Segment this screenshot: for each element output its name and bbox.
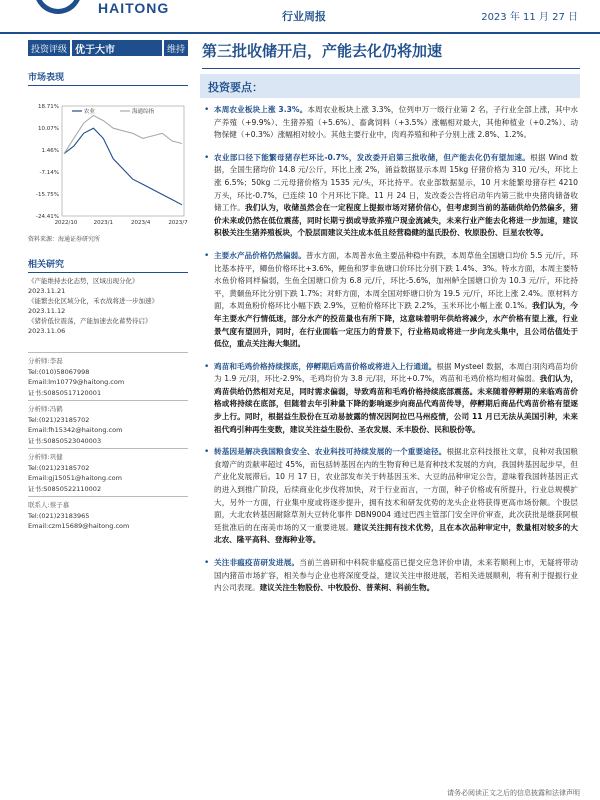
report-date: 2023 年 11 月 27 日 bbox=[481, 12, 578, 23]
haitong-logo-icon bbox=[34, 0, 82, 14]
x-tick-label: 2022/10 bbox=[54, 220, 78, 226]
analyst-block: 分析师:巩健 Tel:(021)23185702 Email:gj15051@haitong.com 证书:S0850522110002 bbox=[28, 452, 188, 494]
sidebar bbox=[28, 40, 188, 532]
chart-source: 资料来源：海通证券研究所 bbox=[28, 236, 101, 243]
rating-label: 投资评级 bbox=[28, 40, 70, 56]
legend-label-index: 海通综指 bbox=[132, 109, 155, 115]
analyst-block: 联系人:蔡子慕 Tel:(021)23183965 Email:czm15689@haitong.com bbox=[28, 500, 188, 532]
market-chart-svg bbox=[28, 92, 188, 232]
market-heading: 市场表现 bbox=[28, 73, 65, 83]
analyst-block: 分析师:李磊 Tel:(010)58067998 Email:lm10779@haitong.com 证书:S0850517120001 bbox=[28, 356, 188, 398]
chart-frame bbox=[62, 106, 184, 216]
key-point: • 关注非瘟疫苗研发进展。当前兰兽研和中科院非瘟疫苗已提交应急评价申请，未来若顺利上市，无疑将带动国内猪苗市场扩容，相关参与企业也将深度受益，建议关注申报进展，若相关进展顺利，将有利于提振行业内公司表现。建议关注生物股份、中牧股份、普莱柯、科前生物。 bbox=[204, 557, 578, 595]
report-title: 第三批收储开启，产能去化仍将加速 bbox=[202, 42, 443, 60]
report-type: 行业周报 bbox=[282, 10, 326, 23]
market-chart bbox=[28, 92, 188, 232]
y-tick-label: -24.41% bbox=[36, 214, 59, 220]
y-tick-label: 10.07% bbox=[38, 126, 59, 132]
series-line-1 bbox=[64, 116, 182, 154]
y-tick-label: 1.46% bbox=[41, 148, 59, 154]
page-header bbox=[0, 0, 600, 34]
related-list bbox=[28, 276, 188, 336]
series-line-0 bbox=[64, 128, 182, 205]
x-tick-label: 2023/4 bbox=[130, 220, 151, 226]
x-tick-label: 2023/1 bbox=[93, 220, 114, 226]
key-point: • 鸡苗和毛鸡价格持续探底，停孵期后鸡苗价格或将进入上行通道。根据 Mysteel 数据，本周白羽肉鸡苗均价为 1.9 元/羽，环比-2.9%，毛鸡均价为 3.8 元/羽，环比+0.7%，鸡苗和毛鸡价格均相对偏弱。我们认为，鸡苗供给仍然相对充足，同时需求偏弱，导致鸡苗和毛鸡价格持续底部震荡。未来随着停孵期的来临鸡苗价格或将持续在底部，但随着去年引种量下降的影响逐步向商品代鸡苗传导，停孵期后商品代鸡苗价格有望逐步上行。同时，根据益生股份在互动易披露的情况因阿拉巴马州疫情，公司 11 月已无法从美国引种，未来祖代鸡引种再生变数，建议关注益生股份、圣农发展、禾丰股份、民和股份等。 bbox=[204, 361, 578, 437]
y-tick-label: -15.75% bbox=[36, 192, 59, 198]
key-point: • 转基因是解决我国粮食安全、农业科技可持续发展的一个重要途径。根据北京科技报社文章，良种对我国粮食增产的贡献率超过 45%，而包括转基因在内的生物育种已是育种技术发展的方向，我国转基因起步早，但产业化发展滞后。10 月 17 日，农业部发布关于转基因玉米、大豆的品种审定公告，意味着我国转基因正式的进入到推广阶段，后续商业化步伐将加快，对于行业而言，一方面，种子价格或有所提升，行业总规模扩大，另外一方面，行业集中度或将逐步提升，拥有技术和研发优势的龙头企业将获得更高市场份额。个股层面，大北农转基因耐除草剂大豆转化事件 DBN9004 通过巴西主管部门安全评价审查，此次获批是继获阿根廷批准后的在南美市场的又一重要进展。建议关注拥有技术优势，且在本次品种审定中，数量相对较多的大北农、隆平高科、登海种业等。 bbox=[204, 446, 578, 547]
analyst-email[interactable]: Email:gj15051@haitong.com bbox=[28, 474, 122, 482]
logo-text: HAITONG bbox=[98, 0, 170, 16]
analyst-block: 分析师:冯鹤 Tel:(021)23185702 Email:fh15342@haitong.com 证书:S0850523040003 bbox=[28, 404, 188, 446]
y-tick-label: 18.71% bbox=[38, 104, 59, 110]
y-tick-label: -7.14% bbox=[39, 170, 59, 176]
rating-bar bbox=[28, 40, 188, 56]
related-item[interactable]: 《产能维持去化态势，区域出现分化》 2023.11.21 bbox=[28, 277, 139, 295]
keypoints-heading: 投资要点： bbox=[200, 74, 580, 98]
key-point: • 本周农业板块上涨 3.3%。本周农业板块上涨 3.3%，位列申万一级行业第 2 名，子行业全部上涨，其中水产养殖（+9.9%）、生猪养殖（+5.6%）、畜禽饲料（+3.5%）涨幅相对最大，其他种植业（+0.2%）、动物保健（+0.3%）涨幅相对较小。其他主要行业中，肉鸡养殖和种子分别上涨 2.8%、1.2%。 bbox=[204, 104, 578, 142]
related-item[interactable]: 《能繁去化区域分化，禾衣战将进一步加速》 2023.11.12 bbox=[28, 297, 158, 315]
analyst-email[interactable]: Email:fh15342@haitong.com bbox=[28, 426, 123, 434]
main-content bbox=[204, 104, 578, 605]
related-item[interactable]: 《猪价低位震荡，产能加速去化蓄势待启》 2023.11.06 bbox=[28, 317, 152, 335]
analyst-list bbox=[28, 352, 188, 532]
related-heading: 相关研究 bbox=[28, 260, 65, 270]
x-tick-label: 2023/7 bbox=[168, 220, 188, 226]
key-point: • 主要水产品价格仍然偏弱。普水方面，本周普水鱼主要品种稳中有跌，本周草鱼全国塘口均价 5.5 元/斤，环比基本持平，鲫鱼价格环比+3.6%，鲤鱼和罗非鱼塘口价环比分别下跌 1.4%、3%。特水方面，本周主要特水鱼价格同样偏弱，生鱼全国塘口价为 6.8 元/斤，环比-5.6%，加州鲈全国塘口价为 10.3 元/斤，环比持平，黄颡鱼环比分别下跌 1.7%；对虾方面，本周全国对虾塘口价为 19.5 元/斤，环比上涨 2.4%。原材料方面，本周鱼粉价格环比小幅下跌 2.9%，豆粕价格环比下跌 2.2%，玉米环比小幅上涨 0.1%。我们认为，今年主要水产行情低迷，部分水产的投苗量也有所下降，这意味着明年供给将减少，水产价格有望上涨，行业景气度有望回升，同时，在行业面临一定压力的背景下，行业格局或将进一步向龙头集中，且公司估值处于低位，重点关注海大集团。 bbox=[204, 250, 578, 351]
rating-value: 优于大市 bbox=[72, 40, 162, 56]
key-point: • 农业部口径下能繁母猪存栏环比-0.7%，发改委开启第三批收储，但产能去化仍有望加速。根据 Wind 数据，全国生猪均价 14.8 元/公斤，环比上涨 2%，涌益数据显示本周 15kg 仔猪价格为 310 元/头，环比上涨 6.5%；50kg 二元母猪价格为 1535 元/头，环比持平。农业部数据显示，10 月末能繁母猪存栏 4210 万头，环比-0.7%，已连续 10 个月环比下降。11 月 24 日，发改委公告将启动年内第三批中央猪肉储备收储工作。我们认为，收储虽然会在一定程度上提振市场对猪价信心，但考虑到当前的基础供给仍然偏多，猪价未来或仍然在低位震荡，同时长期亏损或导致养殖户现金流减失，未来行业产能去化将进一步加速，建议积极关注生猪养殖板块，个股层面建议关注成本低且经营稳健的温氏股份、牧原股份、巨星农牧等。 bbox=[204, 152, 578, 240]
legend-label-agri: 农业 bbox=[84, 109, 96, 115]
analyst-email[interactable]: Email:czm15689@haitong.com bbox=[28, 522, 130, 530]
analyst-email[interactable]: Email:lm10779@haitong.com bbox=[28, 378, 125, 386]
footer-disclaimer: 请务必阅读正文之后的信息披露和法律声明 bbox=[447, 789, 580, 797]
rating-status: 维持 bbox=[164, 40, 188, 56]
